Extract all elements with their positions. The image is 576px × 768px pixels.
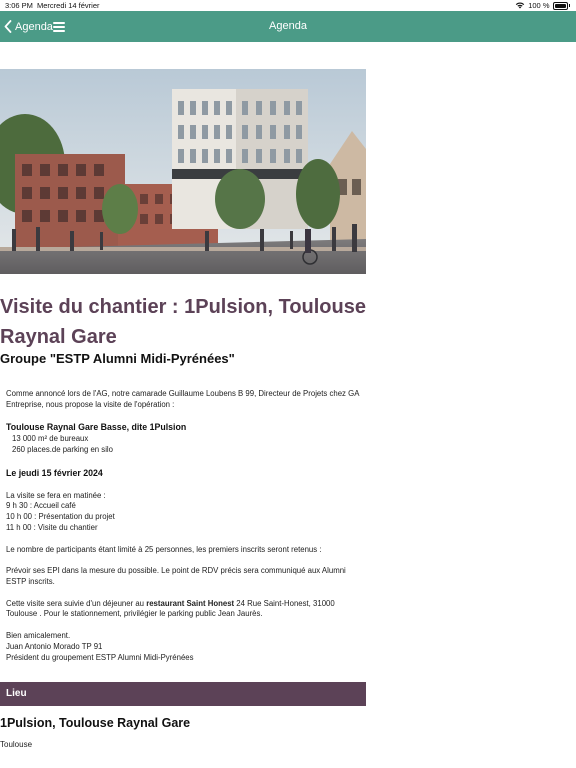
battery-icon: [553, 2, 568, 10]
location-section-header: Lieu: [0, 682, 366, 706]
status-date: Mercredi 14 février: [37, 1, 100, 10]
signature-title: Président du groupement ESTP Alumni Midi-Pyrénées: [6, 652, 194, 662]
event-hero-image: [0, 69, 366, 274]
participants-note: Le nombre de participants étant limité à 25 personnes, les premiers inscrits seront retenus :: [6, 544, 322, 554]
lunch-note: Cette visite sera suivie d'un déjeuner au restaurant Saint Honest 24 Rue Saint-Honest, 31000 Toulouse . Pour le stationnement, privilégier le parking public Jean Jaurès.: [6, 598, 335, 619]
project-heading: Toulouse Raynal Gare Basse, dite 1Pulsion: [6, 422, 187, 433]
date-heading: Le jeudi 15 février 2024: [6, 467, 103, 478]
back-button-label: Agenda: [15, 20, 53, 33]
status-bar: [0, 0, 576, 11]
intro-text: Comme annoncé lors de l'AG, notre camarade Guillaume Loubens B 99, Directeur de Projets chez GA Entreprise, nous propose la visite de l'opération :: [6, 389, 359, 409]
project-detail: 13 000 m² de bureaux: [12, 434, 89, 444]
event-description: [6, 389, 361, 663]
schedule-item: 9 h 30 : Accueil café: [6, 501, 76, 511]
signature-name: Juan Antonio Morado TP 91: [6, 641, 103, 651]
wifi-icon: [515, 2, 525, 9]
schedule-item: 11 h 00 : Visite du chantier: [6, 522, 98, 532]
safety-note: Prévoir ses EPI dans la mesure du possible. Le point de RDV précis sera communiqué aux Alumni ESTP inscrits.: [6, 566, 346, 586]
nav-bar: [0, 11, 576, 42]
status-indicators: [515, 0, 570, 11]
restaurant-name: restaurant Saint Honest: [146, 598, 235, 608]
project-detail: 260 places.de parking en silo: [12, 445, 113, 455]
status-time: 3:06 PM: [5, 1, 33, 10]
battery-percent: 100 %: [528, 1, 550, 10]
building-illustration: [0, 69, 366, 274]
location-city: Toulouse: [0, 740, 33, 749]
schedule-intro: La visite se fera en matinée :: [6, 490, 106, 500]
location-name: 1Pulsion, Toulouse Raynal Gare: [0, 716, 191, 730]
event-organizer: Groupe "ESTP Alumni Midi-Pyrénées": [0, 351, 235, 366]
schedule-item: 10 h 00 : Présentation du projet: [6, 512, 115, 522]
nav-title: Agenda: [269, 20, 307, 32]
closing-text: Bien amicalement.: [6, 630, 71, 640]
event-title: Visite du chantier : 1Pulsion, Toulouse Raynal Gare: [0, 296, 366, 348]
